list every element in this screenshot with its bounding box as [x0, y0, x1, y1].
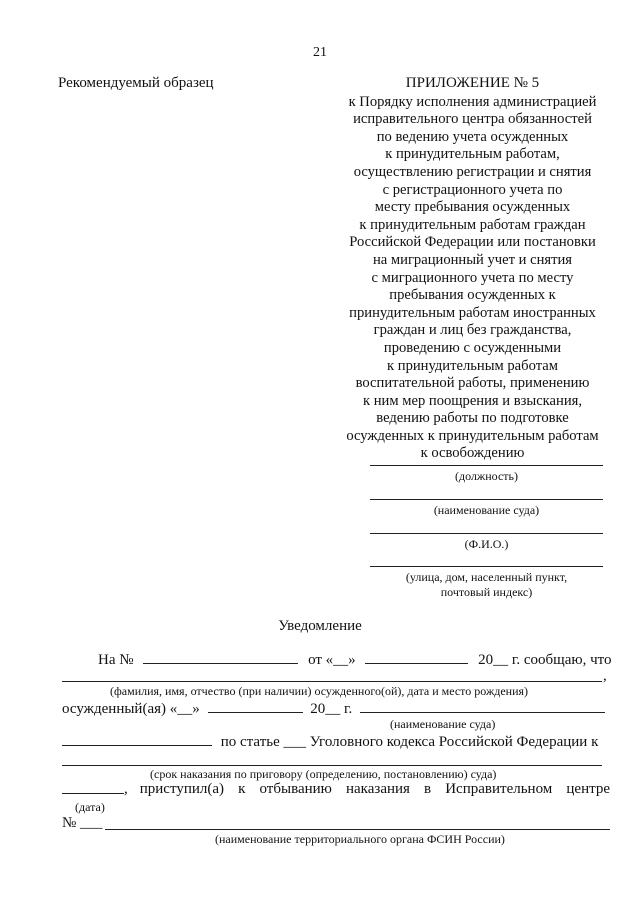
appendix-line: к освобождению: [420, 445, 525, 462]
appendix-header: [330, 75, 615, 463]
address-field: [370, 566, 603, 600]
blank-court: [360, 700, 605, 713]
blank-article: [62, 733, 212, 746]
position-field: [370, 465, 603, 484]
text: осужденный(ая) «__»: [62, 701, 200, 717]
text: 20__ г.: [310, 701, 353, 717]
blank-number: [143, 651, 298, 664]
appendix-line: граждан и лиц без гражданства,: [373, 322, 572, 339]
notice-line-6: [62, 781, 610, 798]
fio-line: [62, 681, 602, 682]
text: 20__ г. сообщаю, что: [478, 652, 612, 668]
court-field: [370, 499, 603, 518]
appendix-title: ПРИЛОЖЕНИЕ № 5: [405, 75, 540, 91]
appendix-line: пребывания осужденных к: [389, 287, 556, 304]
appendix-line: месту пребывания осужденных: [374, 199, 571, 216]
appendix-line: ведению работы по подготовке: [376, 410, 569, 427]
text: На №: [98, 652, 134, 668]
text: приступил(а) к отбыванию наказания в Исправительном центре: [139, 781, 610, 797]
field-caption: почтовый индекс): [440, 585, 533, 599]
term-line: [62, 765, 602, 766]
date-caption: (дата): [75, 800, 105, 814]
appendix-line: Российской Федерации или постановки: [349, 234, 596, 251]
center-number: № ___: [62, 815, 103, 831]
appendix-line: к принудительным работам: [387, 357, 558, 374]
fsin-caption: (наименование территориального органа ФСИН России): [215, 832, 505, 846]
appendix-line: проведению с осужденными: [383, 339, 562, 356]
notice-line-4: [62, 733, 598, 751]
notice-line-1: [98, 651, 612, 669]
text: ,: [124, 781, 128, 797]
text: по статье ___ Уголовного кодекса Российской Федерации к: [220, 734, 599, 750]
appendix-line: к ним мер поощрения и взыскания,: [362, 392, 583, 409]
appendix-line: с регистрационного учета по: [382, 181, 563, 198]
field-caption: (должность): [455, 469, 518, 483]
field-line: [370, 499, 603, 500]
field-caption: (улица, дом, населенный пункт,: [405, 570, 568, 584]
appendix-line: по ведению учета осужденных: [376, 128, 569, 145]
appendix-line: к принудительным работам,: [385, 146, 560, 163]
appendix-line: воспитательной работы, применению: [355, 375, 590, 392]
appendix-line: исправительного центра обязанностей: [353, 111, 592, 128]
fsin-line: [105, 829, 610, 830]
blank-date: [62, 781, 124, 794]
text: от «__»: [308, 652, 356, 668]
appendix-line: к Порядку исполнения администрацией: [348, 93, 597, 110]
notice-line-3: [62, 700, 605, 718]
field-line: [370, 465, 603, 466]
comma: ,: [603, 668, 607, 684]
appendix-text: [330, 94, 615, 463]
fio-caption: (фамилия, имя, отчество (при наличии) осужденного(ой), дата и место рождения): [110, 684, 529, 698]
appendix-line: с миграционного учета по месту: [371, 269, 574, 286]
field-caption: (наименование суда): [433, 503, 540, 517]
notice-title: Уведомление: [278, 618, 362, 634]
field-line: [370, 533, 603, 534]
field-caption: (Ф.И.О.): [464, 537, 509, 551]
court-caption: (наименование суда): [390, 717, 496, 731]
appendix-line: осуществлению регистрации и снятия: [353, 163, 592, 180]
page-number: 21: [313, 45, 327, 60]
blank-month: [208, 700, 303, 713]
appendix-line: к принудительным работам граждан: [359, 216, 586, 233]
field-line: [370, 566, 603, 567]
appendix-line: осужденных к принудительным работам: [346, 427, 599, 444]
term-caption: (срок наказания по приговору (определению, постановлению) суда): [150, 767, 497, 781]
blank-month: [365, 651, 468, 664]
appendix-line: принудительным работам иностранных: [349, 304, 596, 321]
recommended-sample-label: Рекомендуемый образец: [58, 75, 214, 91]
appendix-line: на миграционный учет и снятия: [372, 251, 573, 268]
name-field: [370, 533, 603, 552]
